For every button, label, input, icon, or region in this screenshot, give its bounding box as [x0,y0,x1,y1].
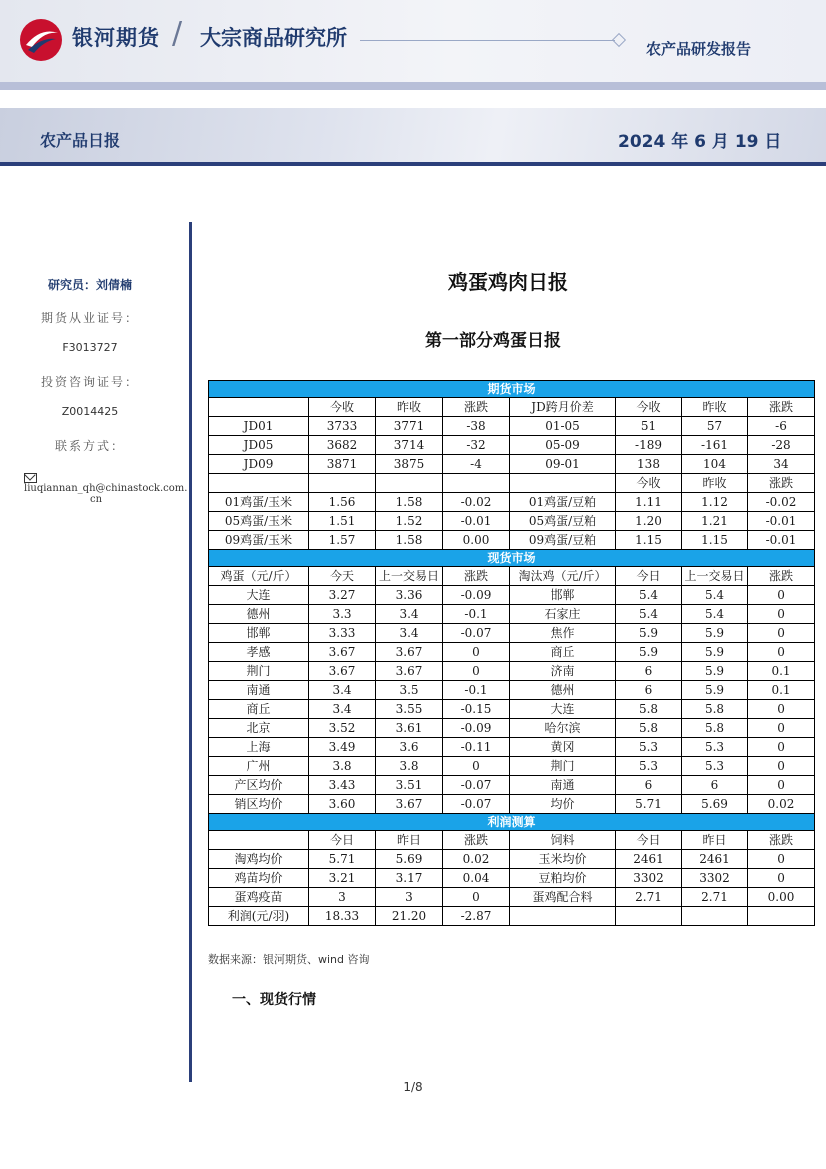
table-cell: 5.8 [682,700,748,719]
table-row [209,455,815,474]
table-cell: 孝感 [209,643,309,662]
table-cell: 3.67 [309,643,376,662]
header-stripe [0,82,826,90]
table-cell: 0.02 [443,850,510,869]
consult-label: 投资咨询证号： [40,375,139,389]
table-row [209,417,815,436]
table-row [209,586,815,605]
table-cell: 05鸡蛋/玉米 [209,512,309,531]
table-section-header [209,381,815,398]
table-cell: 3.67 [309,662,376,681]
table-cell: 3.52 [309,719,376,738]
table-cell: 3.43 [309,776,376,795]
table-cell: 3.5 [376,681,443,700]
table-cell: 01-05 [510,417,616,436]
contact-label: 联系方式： [54,439,125,453]
table-cell: 蛋鸡疫苗 [209,888,309,907]
table-cell: 2461 [682,850,748,869]
table-cell: 上海 [209,738,309,757]
table-cell [682,907,748,926]
table-cell: 3.17 [376,869,443,888]
table-cell: 北京 [209,719,309,738]
table-cell: 5.69 [376,850,443,869]
email-address[interactable]: liuqiannan_qh@chinastock.com. [24,483,188,494]
table-section-header [209,550,815,567]
table-cell: 昨日 [376,831,443,850]
table-cell: 今天 [309,567,376,586]
table-cell: 邯郸 [209,624,309,643]
table-cell: 18.33 [309,907,376,926]
table-cell: -0.01 [443,512,510,531]
market-data-table [208,380,815,926]
table-cell: 5.8 [616,719,682,738]
table-cell: 5.3 [682,738,748,757]
table-cell: 01鸡蛋/玉米 [209,493,309,512]
table-cell: -0.02 [748,493,815,512]
table-cell: 3.67 [376,643,443,662]
table-section-header [209,814,815,831]
table-cell: 3.61 [376,719,443,738]
table-row [209,681,815,700]
section-title: 第一部分鸡蛋日报 [425,331,561,351]
table-cell: 商丘 [510,643,616,662]
table-cell: 今日 [616,831,682,850]
table-cell: 0 [748,869,815,888]
table-cell: 1.51 [309,512,376,531]
table-cell: 昨收 [682,398,748,417]
table-cell: 3.33 [309,624,376,643]
report-category: 农产品日报 [40,131,121,150]
report-date: 2024 年 6 月 19 日 [618,132,782,152]
table-cell: 5.9 [616,624,682,643]
table-row [209,907,815,926]
table-cell: 5.4 [616,586,682,605]
table-cell: 5.3 [682,757,748,776]
table-cell: 3.8 [309,757,376,776]
table-row [209,850,815,869]
table-cell: 0 [748,757,815,776]
researcher-name: 研究员：刘倩楠 [47,278,132,292]
table-cell: 今收 [616,474,682,493]
table-cell: JD05 [209,436,309,455]
table-cell: 0.02 [748,795,815,814]
table-cell: 涨跌 [443,567,510,586]
table-row [209,436,815,455]
table-cell: 鸡蛋（元/斤） [209,567,309,586]
table-cell: 5.9 [682,681,748,700]
table-cell: 产区均价 [209,776,309,795]
table-cell: -0.07 [443,776,510,795]
table-cell: 1.20 [616,512,682,531]
table-cell: 3733 [309,417,376,436]
table-cell: -161 [682,436,748,455]
table-cell: 2461 [616,850,682,869]
table-cell: 21.20 [376,907,443,926]
table-cell: 3875 [376,455,443,474]
table-cell: 3.3 [309,605,376,624]
subsection-title: 一、现货行情 [232,992,316,1008]
table-cell: -0.09 [443,586,510,605]
table-cell: 3.21 [309,869,376,888]
table-cell: 0 [443,662,510,681]
table-cell: 0 [443,888,510,907]
table-cell: 今收 [309,398,376,417]
table-cell: 104 [682,455,748,474]
table-cell: 淘鸡均价 [209,850,309,869]
table-cell: 57 [682,417,748,436]
brand-name: 银河期货 [72,26,160,50]
table-cell: 0 [443,643,510,662]
table-cell: 138 [616,455,682,474]
table-cell: 1.57 [309,531,376,550]
galaxy-logo-icon [18,17,64,63]
table-cell: 0 [748,643,815,662]
table-cell: 销区均价 [209,795,309,814]
data-source: 数据来源：银河期货、wind 咨询 [208,953,370,966]
table-cell: -0.01 [748,512,815,531]
table-cell: 3.55 [376,700,443,719]
table-cell: 3.36 [376,586,443,605]
table-row [209,493,815,512]
table-cell [616,907,682,926]
table-cell: 大连 [510,700,616,719]
table-cell: 0 [748,850,815,869]
table-cell: 5.69 [682,795,748,814]
section-header-cell: 期货市场 [209,381,815,398]
table-cell: 5.4 [616,605,682,624]
table-cell: 涨跌 [748,398,815,417]
table-cell: 2.71 [616,888,682,907]
table-cell: 1.21 [682,512,748,531]
table-cell: 饲料 [510,831,616,850]
table-cell: 广州 [209,757,309,776]
table-cell: 荆门 [510,757,616,776]
table-cell: -28 [748,436,815,455]
table-cell: 01鸡蛋/豆粕 [510,493,616,512]
table-cell: 利润(元/羽) [209,907,309,926]
header-rule [360,40,615,41]
table-cell: 德州 [209,605,309,624]
table-cell: 淘汰鸡（元/斤） [510,567,616,586]
table-cell: 豆粕均价 [510,869,616,888]
table-cell [209,831,309,850]
table-cell: 0.04 [443,869,510,888]
table-cell [309,474,376,493]
band-underline [0,162,826,166]
table-cell: 涨跌 [748,567,815,586]
table-cell: 3871 [309,455,376,474]
table-cell: 3302 [682,869,748,888]
table-cell: -0.02 [443,493,510,512]
table-row [209,643,815,662]
table-cell: 3.51 [376,776,443,795]
table-cell: 今日 [616,567,682,586]
table-cell: 0 [748,624,815,643]
table-cell: 0 [748,700,815,719]
table-cell: 涨跌 [748,474,815,493]
table-cell: -0.1 [443,605,510,624]
table-cell: 3771 [376,417,443,436]
table-row [209,624,815,643]
table-cell: JD跨月价差 [510,398,616,417]
table-cell: 5.3 [616,738,682,757]
table-cell: 3.27 [309,586,376,605]
table-cell: 3 [376,888,443,907]
table-cell: 0 [443,757,510,776]
table-cell: 黄冈 [510,738,616,757]
table-cell: 3.6 [376,738,443,757]
sidebar-divider [189,222,192,1082]
table-cell [443,474,510,493]
table-row [209,662,815,681]
table-cell: 1.12 [682,493,748,512]
report-type: 农产品研发报告 [646,40,752,58]
table-cell: 09鸡蛋/玉米 [209,531,309,550]
section-header-cell: 现货市场 [209,550,815,567]
table-cell: 0 [748,605,815,624]
table-cell: -189 [616,436,682,455]
table-row [209,531,815,550]
license-number: F3013727 [62,341,118,354]
table-cell [748,907,815,926]
table-cell: 今收 [616,398,682,417]
table-row [209,869,815,888]
table-cell: -2.87 [443,907,510,926]
table-cell: 5.9 [682,624,748,643]
table-cell: 大连 [209,586,309,605]
table-cell: 0.1 [748,681,815,700]
table-cell: -6 [748,417,815,436]
table-cell: 5.4 [682,586,748,605]
table-cell: 3.67 [376,662,443,681]
table-cell: 0 [748,776,815,795]
consult-number: Z0014425 [61,405,119,418]
table-cell: 0 [748,586,815,605]
table-row [209,605,815,624]
table-cell: -32 [443,436,510,455]
table-cell: 2.71 [682,888,748,907]
page-number: 1/8 [403,1080,423,1094]
table-cell: 5.71 [309,850,376,869]
email-address-cont[interactable]: cn [90,494,103,505]
table-cell: 51 [616,417,682,436]
table-header-row [209,831,815,850]
table-row [209,795,815,814]
table-cell: -0.1 [443,681,510,700]
table-cell: -0.01 [748,531,815,550]
table-cell: 荆门 [209,662,309,681]
table-cell: 6 [616,662,682,681]
table-cell: 南通 [510,776,616,795]
table-cell: 上一交易日 [682,567,748,586]
email-line[interactable] [24,472,188,494]
table-header-row [209,567,815,586]
table-row [209,512,815,531]
table-cell: -0.07 [443,624,510,643]
table-cell: 3.4 [376,624,443,643]
table-cell: 05鸡蛋/豆粕 [510,512,616,531]
table-cell: JD09 [209,455,309,474]
table-cell [209,474,309,493]
table-cell: 1.58 [376,531,443,550]
table-cell: 0.00 [443,531,510,550]
table-cell: 3.8 [376,757,443,776]
table-cell: 5.3 [616,757,682,776]
table-cell: 济南 [510,662,616,681]
table-cell: 1.15 [616,531,682,550]
license-label: 期货从业证号： [40,311,139,325]
table-cell: 5.4 [682,605,748,624]
table-cell: 5.9 [682,662,748,681]
table-cell: 昨日 [682,831,748,850]
table-cell: 5.8 [682,719,748,738]
table-cell: 5.8 [616,700,682,719]
table-cell: JD01 [209,417,309,436]
table-row [209,738,815,757]
table-cell: 6 [616,776,682,795]
table-cell: 今日 [309,831,376,850]
table-cell: 鸡苗均价 [209,869,309,888]
table-row [209,757,815,776]
table-cell: 涨跌 [748,831,815,850]
page-title: 鸡蛋鸡肉日报 [448,270,568,294]
table-cell: 3.60 [309,795,376,814]
table-cell: 1.52 [376,512,443,531]
table-row [209,719,815,738]
table-cell: 6 [616,681,682,700]
table-cell: 09鸡蛋/豆粕 [510,531,616,550]
table-cell: 玉米均价 [510,850,616,869]
table-cell: 均价 [510,795,616,814]
table-row [209,776,815,795]
table-cell: 0.00 [748,888,815,907]
table-cell: 05-09 [510,436,616,455]
header-divider: / [172,16,183,51]
table-cell: 5.9 [616,643,682,662]
table-cell: 1.11 [616,493,682,512]
table-cell: 涨跌 [443,831,510,850]
table-cell: 3.49 [309,738,376,757]
table-cell: 哈尔滨 [510,719,616,738]
table-cell: 0.1 [748,662,815,681]
table-cell [376,474,443,493]
table-cell: 涨跌 [443,398,510,417]
table-cell: -0.11 [443,738,510,757]
table-cell: 3714 [376,436,443,455]
table-cell: 0 [748,738,815,757]
table-header-row [209,398,815,417]
table-cell: -4 [443,455,510,474]
table-cell [209,398,309,417]
table-cell: 邯郸 [510,586,616,605]
section-header-cell: 利润测算 [209,814,815,831]
table-cell: -38 [443,417,510,436]
mail-icon [24,473,37,483]
table-cell: 5.71 [616,795,682,814]
table-cell: 1.58 [376,493,443,512]
table-row [209,888,815,907]
table-cell: 3.67 [376,795,443,814]
table-cell: 1.15 [682,531,748,550]
table-cell: 3.4 [309,681,376,700]
table-cell: 1.56 [309,493,376,512]
table-row [209,474,815,493]
table-cell: 3302 [616,869,682,888]
table-cell: 焦作 [510,624,616,643]
table-cell: 3 [309,888,376,907]
table-cell: 3682 [309,436,376,455]
table-cell: 昨收 [682,474,748,493]
table-cell: 6 [682,776,748,795]
table-cell: 商丘 [209,700,309,719]
table-cell: 德州 [510,681,616,700]
table-cell: 0 [748,719,815,738]
table-cell: 蛋鸡配合料 [510,888,616,907]
table-row [209,700,815,719]
department-name: 大宗商品研究所 [200,26,347,50]
table-cell: 昨收 [376,398,443,417]
table-cell: 3.4 [309,700,376,719]
table-cell [510,474,616,493]
table-cell: 南通 [209,681,309,700]
table-cell: 09-01 [510,455,616,474]
table-cell: 34 [748,455,815,474]
table-cell: 3.4 [376,605,443,624]
table-cell: -0.07 [443,795,510,814]
table-cell: -0.09 [443,719,510,738]
table-cell: 5.9 [682,643,748,662]
table-cell: -0.15 [443,700,510,719]
table-cell: 上一交易日 [376,567,443,586]
table-cell [510,907,616,926]
table-cell: 石家庄 [510,605,616,624]
